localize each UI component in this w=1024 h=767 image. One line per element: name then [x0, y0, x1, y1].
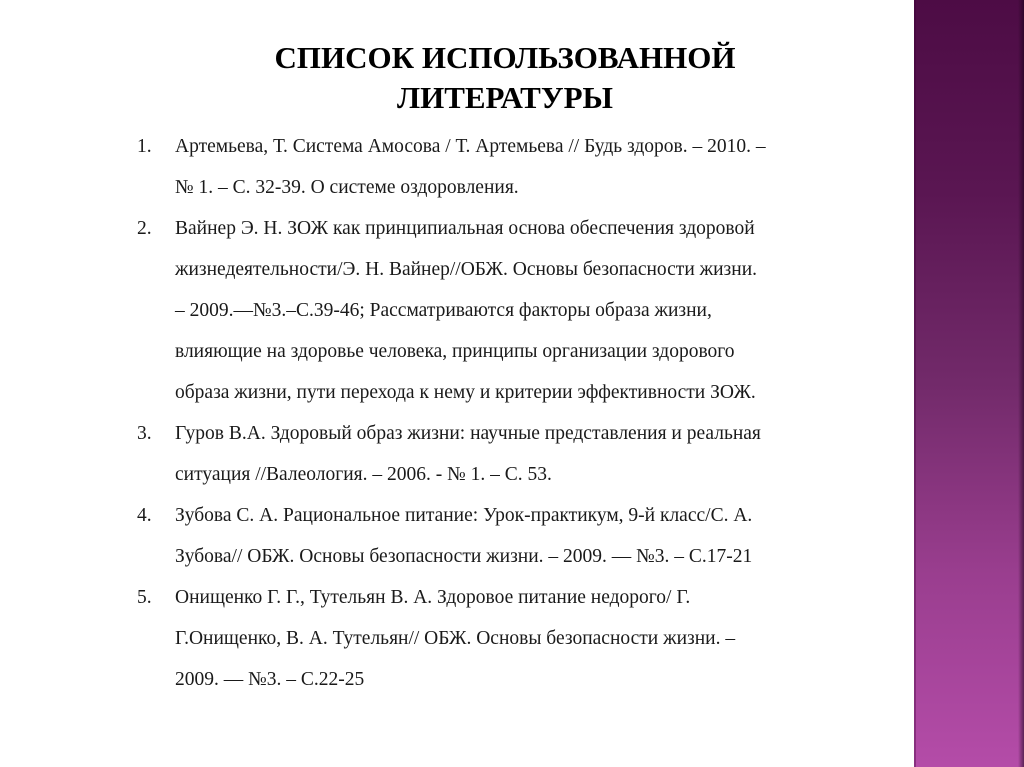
decorative-side-bar — [914, 0, 1024, 767]
reference-number: 5. — [137, 587, 152, 608]
reference-list — [137, 126, 897, 700]
reference-text-line: жизнедеятельности/Э. Н. Вайнер//ОБЖ. Основы безопасности жизни. — [175, 259, 758, 280]
reference-text-line: Артемьева, Т. Система Амосова / Т. Артемьева // Будь здоров. – 2010. – — [175, 136, 766, 157]
slide-title-line-2: ЛИТЕРАТУРЫ — [396, 80, 613, 115]
slide-title-line-1: СПИСОК ИСПОЛЬЗОВАННОЙ — [274, 40, 736, 75]
reference-item-3 — [137, 413, 897, 495]
reference-item-1 — [137, 126, 897, 208]
side-bar-inner-line — [914, 0, 916, 767]
reference-text-line: образа жизни, пути перехода к нему и критерии эффективности ЗОЖ. — [175, 382, 756, 403]
reference-text-line: Гуров В.А. Здоровый образ жизни: научные представления и реальная — [175, 423, 761, 444]
reference-text-line: Г.Онищенко, В. А. Тутельян// ОБЖ. Основы безопасности жизни. – — [175, 628, 736, 649]
reference-text-line: Зубова// ОБЖ. Основы безопасности жизни. – 2009. — №3. – С.17-21 — [175, 546, 753, 567]
reference-number: 3. — [137, 423, 152, 444]
reference-text-line: Зубова С. А. Рациональное питание: Урок-практикум, 9-й класс/С. А. — [175, 505, 753, 526]
side-bar-shadow-edge — [1018, 0, 1024, 767]
reference-number: 2. — [137, 218, 152, 239]
reference-text-line: Вайнер Э. Н. ЗОЖ как принципиальная основа обеспечения здоровой — [175, 218, 755, 239]
reference-text-line: – 2009.—№3.–С.39-46; Рассматриваются факторы образа жизни, — [175, 300, 712, 321]
reference-item-4 — [137, 495, 897, 577]
reference-text-line: Онищенко Г. Г., Тутельян В. А. Здоровое питание недорого/ Г. — [175, 587, 691, 608]
reference-text-line: влияющие на здоровье человека, принципы организации здорового — [175, 341, 735, 362]
reference-text-line: № 1. – С. 32-39. О системе оздоровления. — [175, 177, 519, 198]
reference-text-line: 2009. — №3. – С.22-25 — [175, 669, 365, 690]
reference-item-5 — [137, 577, 897, 700]
reference-item-2 — [137, 208, 897, 413]
reference-number: 4. — [137, 505, 152, 526]
reference-number: 1. — [137, 136, 152, 157]
slide-title — [180, 38, 830, 118]
reference-text-line: ситуация //Валеология. – 2006. - № 1. – С. 53. — [175, 464, 552, 485]
